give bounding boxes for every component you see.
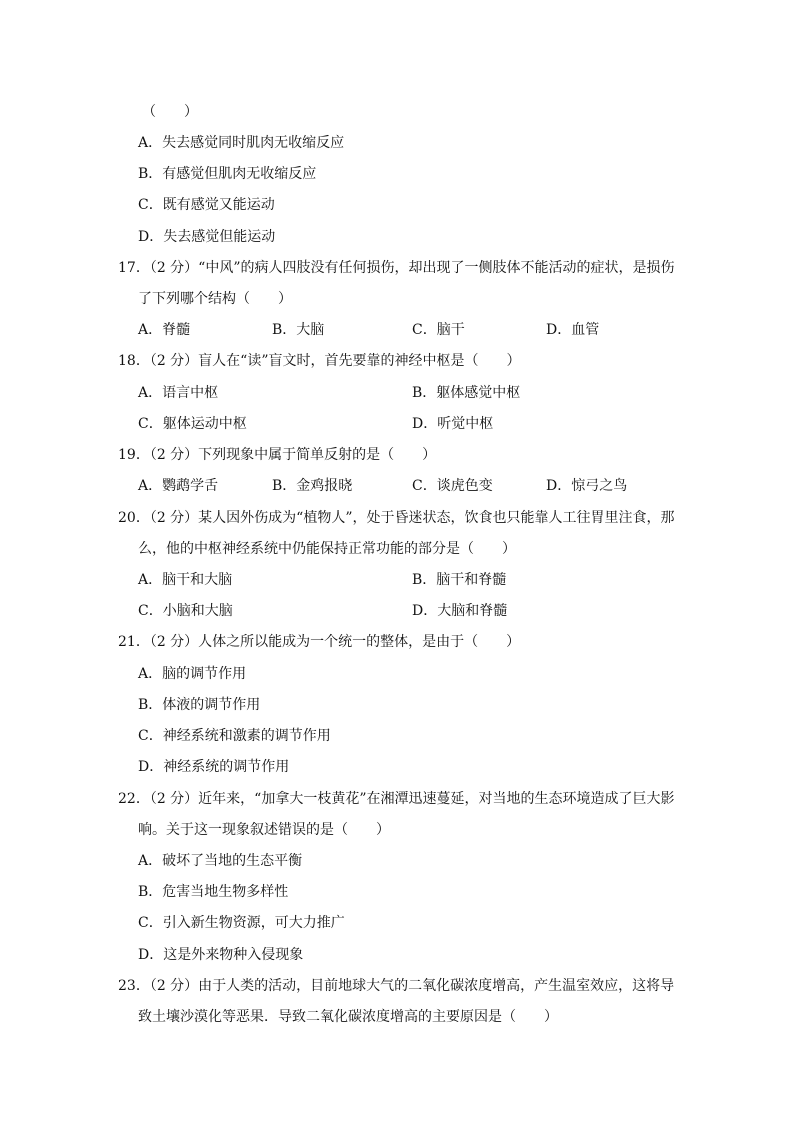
q19-option-c: C．谈虎色变 [412, 478, 493, 494]
q19-stem-line1: 19．（2 分）下列现象中属于简单反射的是（ ） [118, 447, 437, 463]
q17-stem-line1: 17．（2 分）“中风”的病人四肢没有任何损伤，却出现了一侧肢体不能活动的症状，是损伤 [118, 260, 675, 276]
q19-option-b: B．金鸡报晓 [272, 478, 353, 494]
q22-stem-line2: 响。关于这一现象叙述错误的是（ ） [138, 822, 390, 838]
q18-option-d: D．听觉中枢 [412, 416, 494, 432]
q21-option-b: B．体液的调节作用 [138, 697, 261, 713]
q19-option-a: A．鹦鹉学舌 [138, 478, 219, 494]
q22-option-c: C．引入新生物资源，可大力推广 [138, 915, 345, 931]
q16-option-c: C．既有感觉又能运动 [138, 197, 275, 213]
q16-answer-bracket: （ ） [142, 104, 198, 120]
q22-option-a: A．破坏了当地的生态平衡 [138, 853, 303, 869]
q18-option-c: C．躯体运动中枢 [138, 416, 247, 432]
q16-option-b: B．有感觉但肌肉无收缩反应 [138, 166, 317, 182]
q17-option-a: A．脊髓 [138, 322, 191, 338]
q20-option-a: A．脑干和大脑 [138, 572, 233, 588]
q20-stem-line2: 么，他的中枢神经系统中仍能保持正常功能的部分是（ ） [138, 541, 516, 557]
q17-option-c: C．脑干 [412, 322, 465, 338]
q21-stem-line1: 21．（2 分）人体之所以能成为一个统一的整体，是由于（ ） [118, 634, 521, 650]
q22-stem-line1: 22．（2 分）近年来，“加拿大一枝黄花”在湘潭迅速蔓延，对当地的生态环境造成了巨大影 [118, 791, 675, 807]
q19-option-d: D．惊弓之鸟 [546, 478, 628, 494]
q23-stem-line2: 致土壤沙漠化等恶果．导致二氧化碳浓度增高的主要原因是（ ） [138, 1009, 558, 1025]
q20-stem-line1: 20．（2 分）某人因外伤成为“植物人”，处于昏迷状态，饮食也只能靠人工往胃里注食，那 [118, 510, 675, 526]
q18-option-b: B．躯体感觉中枢 [412, 385, 521, 401]
q23-stem-line1: 23．（2 分）由于人类的活动，目前地球大气的二氧化碳浓度增高，产生温室效应，这将导 [118, 978, 675, 994]
q20-option-d: D．大脑和脊髓 [412, 603, 508, 619]
q22-option-b: B．危害当地生物多样性 [138, 884, 289, 900]
q16-option-d: D．失去感觉但能运动 [138, 229, 276, 245]
q17-option-d: D．血管 [546, 322, 600, 338]
q18-option-a: A．语言中枢 [138, 385, 219, 401]
q21-option-a: A．脑的调节作用 [138, 666, 247, 682]
q17-stem-line2: 了下列哪个结构（ ） [138, 291, 292, 307]
q17-option-b: B．大脑 [272, 322, 325, 338]
q16-option-a: A．失去感觉同时肌肉无收缩反应 [138, 135, 345, 151]
q20-option-b: B．脑干和脊髓 [412, 572, 507, 588]
q21-option-d: D．神经系统的调节作用 [138, 759, 290, 775]
q22-option-d: D．这是外来物种入侵现象 [138, 947, 304, 963]
q18-stem-line1: 18．（2 分）盲人在“读”盲文时，首先要靠的神经中枢是（ ） [118, 353, 521, 369]
q21-option-c: C．神经系统和激素的调节作用 [138, 728, 331, 744]
q20-option-c: C．小脑和大脑 [138, 603, 233, 619]
